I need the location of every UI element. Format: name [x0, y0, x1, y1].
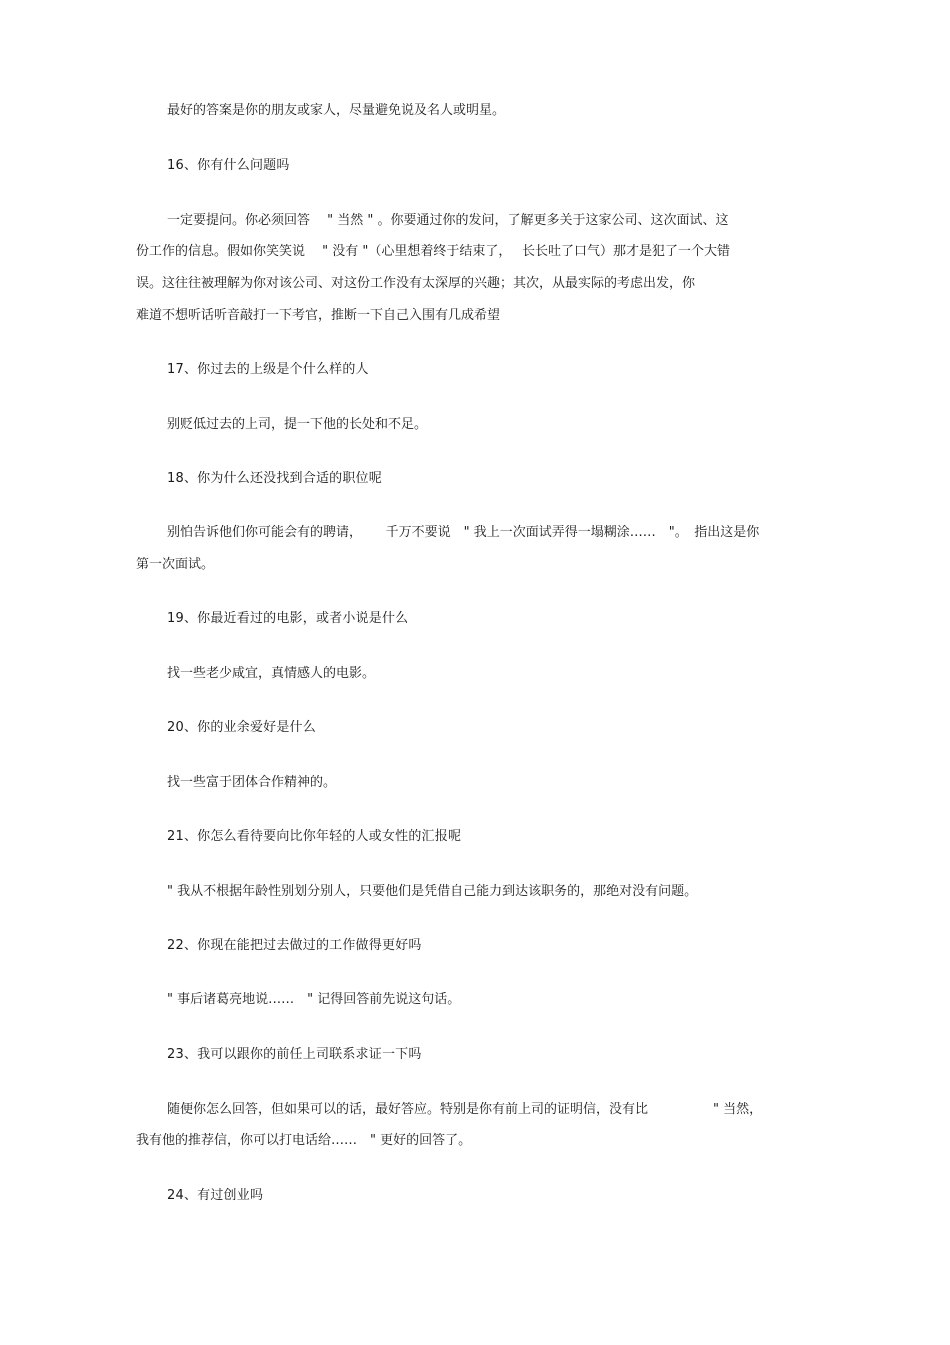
answer-22-line-1: " 事后诸葛亮地说…… " 记得回答前先说这句话。 — [167, 992, 461, 1007]
answer-18-line-1: 别怕告诉他们你可能会有的聘请， 千万不要说 " 我上一次面试弄得一塌糊涂…… "。 指出这是你 — [167, 525, 760, 540]
question-23-heading: 23、我可以跟你的前任上司联系求证一下吗 — [167, 1047, 422, 1062]
question-21-heading: 21、你怎么看待要向比你年轻的人或女性的汇报呢 — [167, 829, 462, 844]
question-18-heading: 18、你为什么还没找到合适的职位呢 — [167, 471, 382, 486]
answer-23-line-1: 随便你怎么回答，但如果可以的话，最好答应。特别是你有前上司的证明信，没有比 " 当然， — [167, 1102, 763, 1117]
answer-17-line-1: 别贬低过去的上司，提一下他的长处和不足。 — [167, 417, 428, 432]
answer-16-line-4: 难道不想听话听音敲打一下考官，推断一下自己入围有几成希望 — [136, 308, 501, 323]
answer-19-line-1: 找一些老少咸宜，真情感人的电影。 — [167, 666, 376, 681]
question-24-heading: 24、有过创业吗 — [167, 1188, 264, 1203]
answer-21-line-1: " 我从不根据年龄性别划分别人，只要他们是凭借自己能力到达该职务的，那绝对没有问题。 — [167, 884, 698, 899]
answer-18-line-2: 第一次面试。 — [136, 557, 215, 572]
answer-20-line-1: 找一些富于团体合作精神的。 — [167, 775, 337, 790]
answer-16-line-1: 一定要提问。你必须回答 " 当然 " 。你要通过你的发问，了解更多关于这家公司、这次面试、这 — [167, 213, 729, 228]
question-17-heading: 17、你过去的上级是个什么样的人 — [167, 362, 369, 377]
answer-23-line-2: 我有他的推荐信，你可以打电话给…… " 更好的回答了。 — [136, 1133, 472, 1148]
question-20-heading: 20、你的业余爱好是什么 — [167, 720, 316, 735]
question-22-heading: 22、你现在能把过去做过的工作做得更好吗 — [167, 938, 422, 953]
answer-15-line-1: 最好的答案是你的朋友或家人，尽量避免说及名人或明星。 — [167, 103, 506, 118]
answer-16-line-3: 误。这往往被理解为你对该公司、对这份工作没有太深厚的兴趣；其次，从最实际的考虑出发，你 — [136, 276, 696, 291]
answer-16-line-2: 份工作的信息。假如你笑笑说 " 没有 "（心里想着终于结束了， 长长吐了口气）那才是犯了一个大错 — [136, 244, 730, 259]
question-19-heading: 19、你最近看过的电影，或者小说是什么 — [167, 611, 409, 626]
question-16-heading: 16、你有什么问题吗 — [167, 158, 290, 173]
